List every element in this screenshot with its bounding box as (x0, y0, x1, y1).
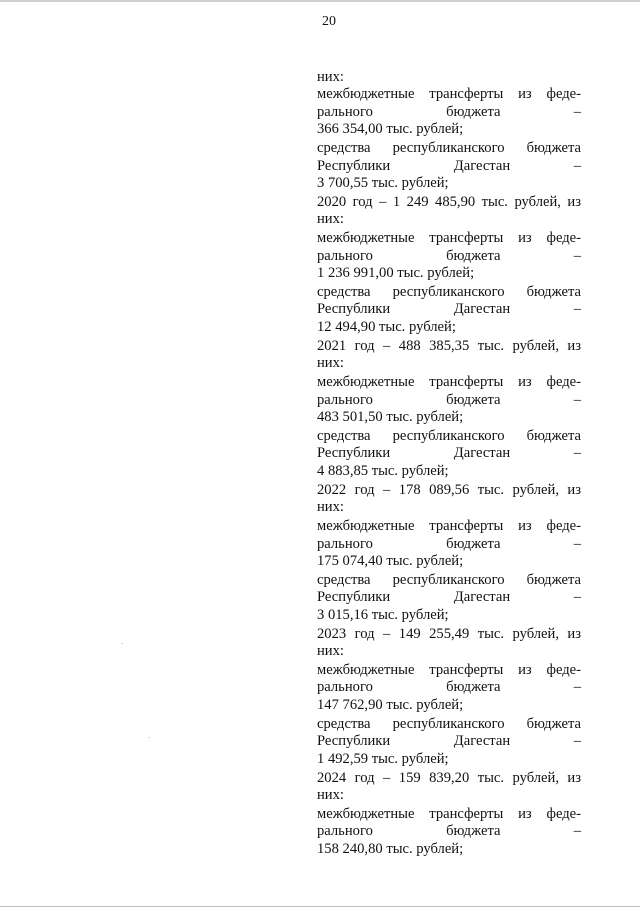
text-line: Республики Дагестан – (317, 301, 581, 318)
scan-edge-bottom (0, 906, 640, 907)
text-line: Республики Дагестан – (317, 733, 581, 750)
text-line: 175 074,40 тыс. рублей; (317, 552, 464, 569)
text-line: 158 240,80 тыс. рублей; (317, 840, 464, 857)
text-line: 12 494,90 тыс. рублей; (317, 318, 456, 335)
text-line: межбюджетные трансферты из феде- (317, 374, 581, 391)
text-line: Республики Дагестан – (317, 589, 581, 606)
text-line: рального бюджета – (317, 103, 581, 120)
text-line: них: (317, 355, 344, 372)
text-line: них: (317, 211, 344, 228)
text-line: 1 236 991,00 тыс. рублей; (317, 265, 475, 282)
text-line: межбюджетные трансферты из феде- (317, 86, 581, 103)
text-line: средства республиканского бюджета (317, 284, 581, 301)
text-line: 4 883,85 тыс. рублей; (317, 462, 449, 479)
text-line: Республики Дагестан – (317, 445, 581, 462)
text-line: рального бюджета – (317, 535, 581, 552)
text-line: средства республиканского бюджета (317, 140, 581, 157)
text-line: 2022 год – 178 089,56 тыс. рублей, из (317, 481, 581, 498)
scan-speck (148, 737, 150, 738)
text-line: 2023 год – 149 255,49 тыс. рублей, из (317, 625, 581, 642)
scan-edge-top (0, 0, 640, 2)
text-line: 3 700,55 тыс. рублей; (317, 174, 449, 191)
text-line: 2021 год – 488 385,35 тыс. рублей, из (317, 337, 581, 354)
text-line: рального бюджета – (317, 247, 581, 264)
text-line: межбюджетные трансферты из феде- (317, 662, 581, 679)
page-number: 20 (322, 14, 336, 29)
text-line: 2024 год – 159 839,20 тыс. рублей, из (317, 769, 581, 786)
text-line: средства республиканского бюджета (317, 715, 581, 732)
text-line: них: (317, 499, 344, 516)
text-line: межбюджетные трансферты из феде- (317, 518, 581, 535)
text-line: межбюджетные трансферты из феде- (317, 230, 581, 247)
text-line: рального бюджета – (317, 823, 581, 840)
text-line: средства республиканского бюджета (317, 571, 581, 588)
text-line: них: (317, 643, 344, 660)
text-line: 1 492,59 тыс. рублей; (317, 750, 449, 767)
text-line: 366 354,00 тыс. рублей; (317, 121, 464, 138)
text-line: них: (317, 786, 344, 803)
text-line: 147 762,90 тыс. рублей; (317, 696, 464, 713)
text-line: них: (317, 69, 344, 85)
text-line: 3 015,16 тыс. рублей; (317, 606, 449, 623)
scan-speck (121, 643, 123, 644)
text-line: рального бюджета – (317, 391, 581, 408)
document-text-column (317, 69, 581, 858)
text-line: рального бюджета – (317, 679, 581, 696)
text-line: 483 501,50 тыс. рублей; (317, 408, 464, 425)
text-line: Республики Дагестан – (317, 157, 581, 174)
text-line: межбюджетные трансферты из феде- (317, 805, 581, 822)
text-line: 2020 год – 1 249 485,90 тыс. рублей, из (317, 193, 581, 210)
text-line: средства республиканского бюджета (317, 427, 581, 444)
